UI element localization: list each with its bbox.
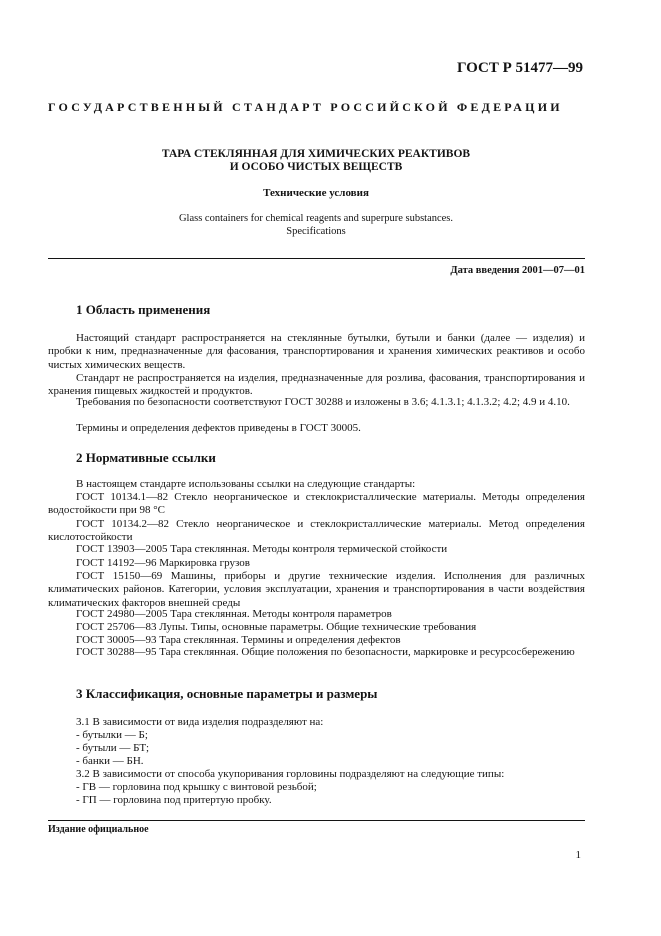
section-1-paragraph-4: Термины и определения дефектов приведены в ГОСТ 30005.	[76, 422, 361, 434]
introduction-date: Дата введения 2001—07—01	[450, 265, 585, 276]
reference-item: ГОСТ 15150—69 Машины, приборы и другие технические изделия. Исполнения для различных климатических районов. Категории, условия эксплуатации, хранения и транспортирования в части воздействия климатических факторов внешней среды	[48, 570, 585, 609]
title-line-2: И ОСОБО ЧИСТЫХ ВЕЩЕСТВ	[229, 161, 403, 173]
document-title	[48, 148, 584, 174]
state-standard-title: ГОСУДАРСТВЕННЫЙ СТАНДАРТ РОССИЙСКОЙ ФЕДЕРАЦИИ	[48, 100, 563, 114]
reference-item: ГОСТ 25706—83 Лупы. Типы, основные параметры. Общие технические требования	[76, 621, 477, 633]
reference-item: ГОСТ 10134.2—82 Стекло неорганическое и стеклокристаллические материалы. Метод определения кислотостойкости	[48, 518, 585, 544]
classification-line: 3.2 В зависимости от способа укупоривания горловины подразделяют на следующие типы:	[76, 768, 505, 780]
reference-item: ГОСТ 24980—2005 Тара стеклянная. Методы контроля параметров	[76, 608, 392, 620]
classification-line: - ГП — горловина под притертую пробку.	[76, 794, 272, 806]
english-title-line-2: Specifications	[286, 226, 346, 237]
classification-line: - бутылки — Б;	[76, 729, 148, 741]
top-divider	[48, 258, 585, 259]
section-1-paragraph-1: Настоящий стандарт распространяется на стеклянные бутылки, бутыли и банки (далее — изделия) и пробки к ним, предназначенные для фасования, транспортирования и хранения химических реактивов и особо чистых химических веществ.	[48, 332, 585, 371]
section-1-paragraph-3: Требования по безопасности соответствуют ГОСТ 30288 и изложены в 3.6; 4.1.3.1; 4.1.3.2; 4.2; 4.9 и 4.10.	[76, 396, 570, 408]
classification-line: - бутыли — БТ;	[76, 742, 150, 754]
document-code: ГОСТ Р 51477—99	[456, 60, 583, 76]
section-3-heading: 3 Классификация, основные параметры и размеры	[76, 686, 378, 701]
reference-item: ГОСТ 14192—96 Маркировка грузов	[76, 557, 250, 569]
title-line-1: ТАРА СТЕКЛЯННАЯ ДЛЯ ХИМИЧЕСКИХ РЕАКТИВОВ	[161, 148, 471, 160]
english-title-line-1: Glass containers for chemical reagents and superpure substances.	[178, 213, 454, 224]
page-number: 1	[575, 849, 581, 861]
classification-line: 3.1 В зависимости от вида изделия подразделяют на:	[76, 716, 324, 728]
reference-item: ГОСТ 30288—95 Тара стеклянная. Общие положения по безопасности, маркировке и ресурсосбережению	[76, 646, 575, 658]
reference-item: ГОСТ 30005—93 Тара стеклянная. Термины и определения дефектов	[76, 634, 401, 646]
classification-line: - банки — БН.	[76, 755, 144, 767]
reference-item: ГОСТ 13903—2005 Тара стеклянная. Методы контроля термической стойкости	[76, 543, 448, 555]
section-1-heading: 1 Область применения	[76, 302, 211, 317]
section-2-heading: 2 Нормативные ссылки	[76, 450, 216, 465]
references-intro: В настоящем стандарте использованы ссылки на следующие стандарты:	[76, 478, 416, 490]
footer-divider	[48, 820, 585, 821]
official-edition-label: Издание официальное	[48, 824, 149, 835]
english-title	[48, 212, 584, 238]
classification-line: - ГВ — горловина под крышку с винтовой резьбой;	[76, 781, 317, 793]
reference-item: ГОСТ 10134.1—82 Стекло неорганическое и стеклокристаллические материалы. Методы определения водостойкости при 98 °С	[48, 491, 585, 517]
section-1-paragraph-2: Стандарт не распространяется на изделия, предназначенные для розлива, фасования, транспортирования и хранения пищевых жидкостей и продуктов.	[48, 372, 585, 398]
document-subtitle: Технические условия	[263, 187, 369, 199]
